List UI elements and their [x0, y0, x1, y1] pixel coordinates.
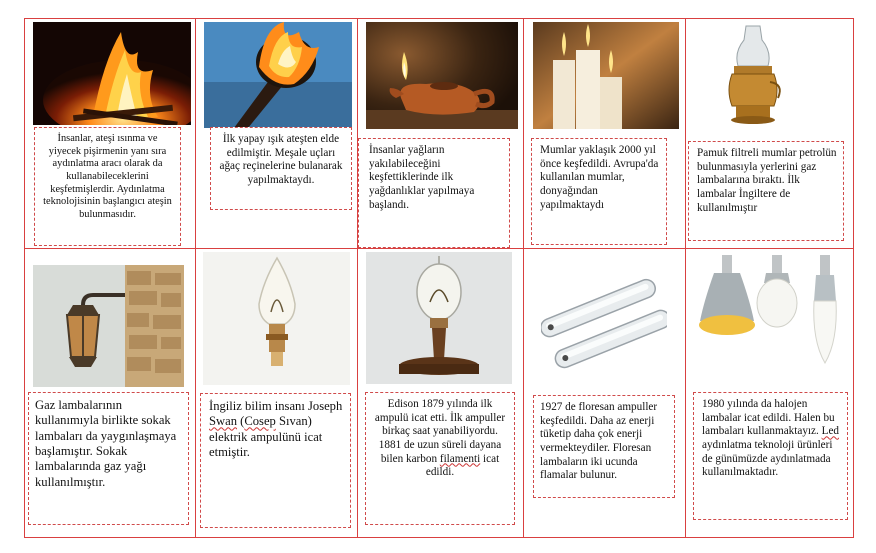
torch-image [204, 22, 352, 128]
grid-divider [685, 18, 686, 538]
card-caption [210, 127, 352, 210]
swan-bulb-image [203, 252, 350, 385]
card-caption [200, 393, 351, 528]
grid-divider [195, 18, 196, 538]
candles-image [533, 22, 679, 129]
fluorescent-image [541, 270, 667, 377]
caption-text: Mumlar yaklaşık 2000 yıl önce keşfedildi. Avrupa'da kullanılan mumlar, donyağından yapılmaktaydı [540, 144, 659, 211]
grid-divider [24, 248, 854, 249]
edison-bulb-image [366, 252, 512, 384]
caption-text: İnsanlar, ateşi ısınma ve yiyecek pişirmenin yanı sıra aydınlatma aracı olarak da kullanabileceklerini keşfetmişlerdir. Aydınlatma teknolojisinin başlangıcı ateşin bulunmasıdır. [43, 133, 172, 221]
caption-text: 1927 de floresan ampuller keşfedildi. Daha az enerji tüketip daha çok enerji vermekteydiler. Floresan lambaların iki ucunda flamalar bulunur. [540, 401, 658, 482]
caption-text: İngiliz bilim insanı Joseph Swan (Cosep Sıvan) elektrik ampulünü icat etmiştir. [209, 399, 343, 460]
grid-divider [357, 18, 358, 538]
grid-divider [523, 18, 524, 538]
kerosene-lamp-image [720, 22, 786, 126]
card-caption [533, 395, 675, 498]
caption-text: Gaz lambalarının kullanımıyla birlikte sokak lambaları da yaygınlaşmaya başlamıştır. Sokak lambalarında gaz yağı kullanılmıştır. [35, 398, 177, 489]
led-bulbs-image [694, 251, 846, 372]
card-caption [365, 392, 515, 525]
street-lamp-image [33, 265, 184, 387]
campfire-image [33, 22, 191, 125]
card-caption [693, 392, 848, 520]
caption-text: İlk yapay ışık ateşten elde edilmiştir. Meşale uçları ağaç reçinelerine bulanarak yapılmaktaydı. [219, 133, 343, 186]
card-caption [358, 138, 510, 248]
caption-text: Edison 1879 yılında ilk ampulü icat etti. İlk ampuller birkaç saat yanabiliyordu. 1881 de uzun süreli dayana bilen karbon filamenti icat edildi. [374, 398, 506, 479]
card-caption [688, 141, 844, 241]
card-caption [28, 392, 189, 525]
card-caption [531, 138, 667, 245]
caption-text: İnsanlar yağların yakılabileceğini keşfettiklerinde ilk yağdanlıklar yapılmaya başlandı. [369, 144, 475, 211]
caption-text: 1980 yılında da halojen lambalar icat edildi. Halen bu lambaları kullanmaktayız. Led aydınlatma teknoloji ürünleri de günümüzde aydınlatmada kullanılmaktadır. [702, 398, 840, 479]
caption-text: Pamuk filtreli mumlar petrolün bulunmasıyla yerlerini gaz lambalarına bıraktı. İlk lambalar İngiltere de kullanılmıştır [697, 147, 837, 214]
oil-lamp-image [366, 22, 518, 129]
card-caption [34, 127, 181, 246]
